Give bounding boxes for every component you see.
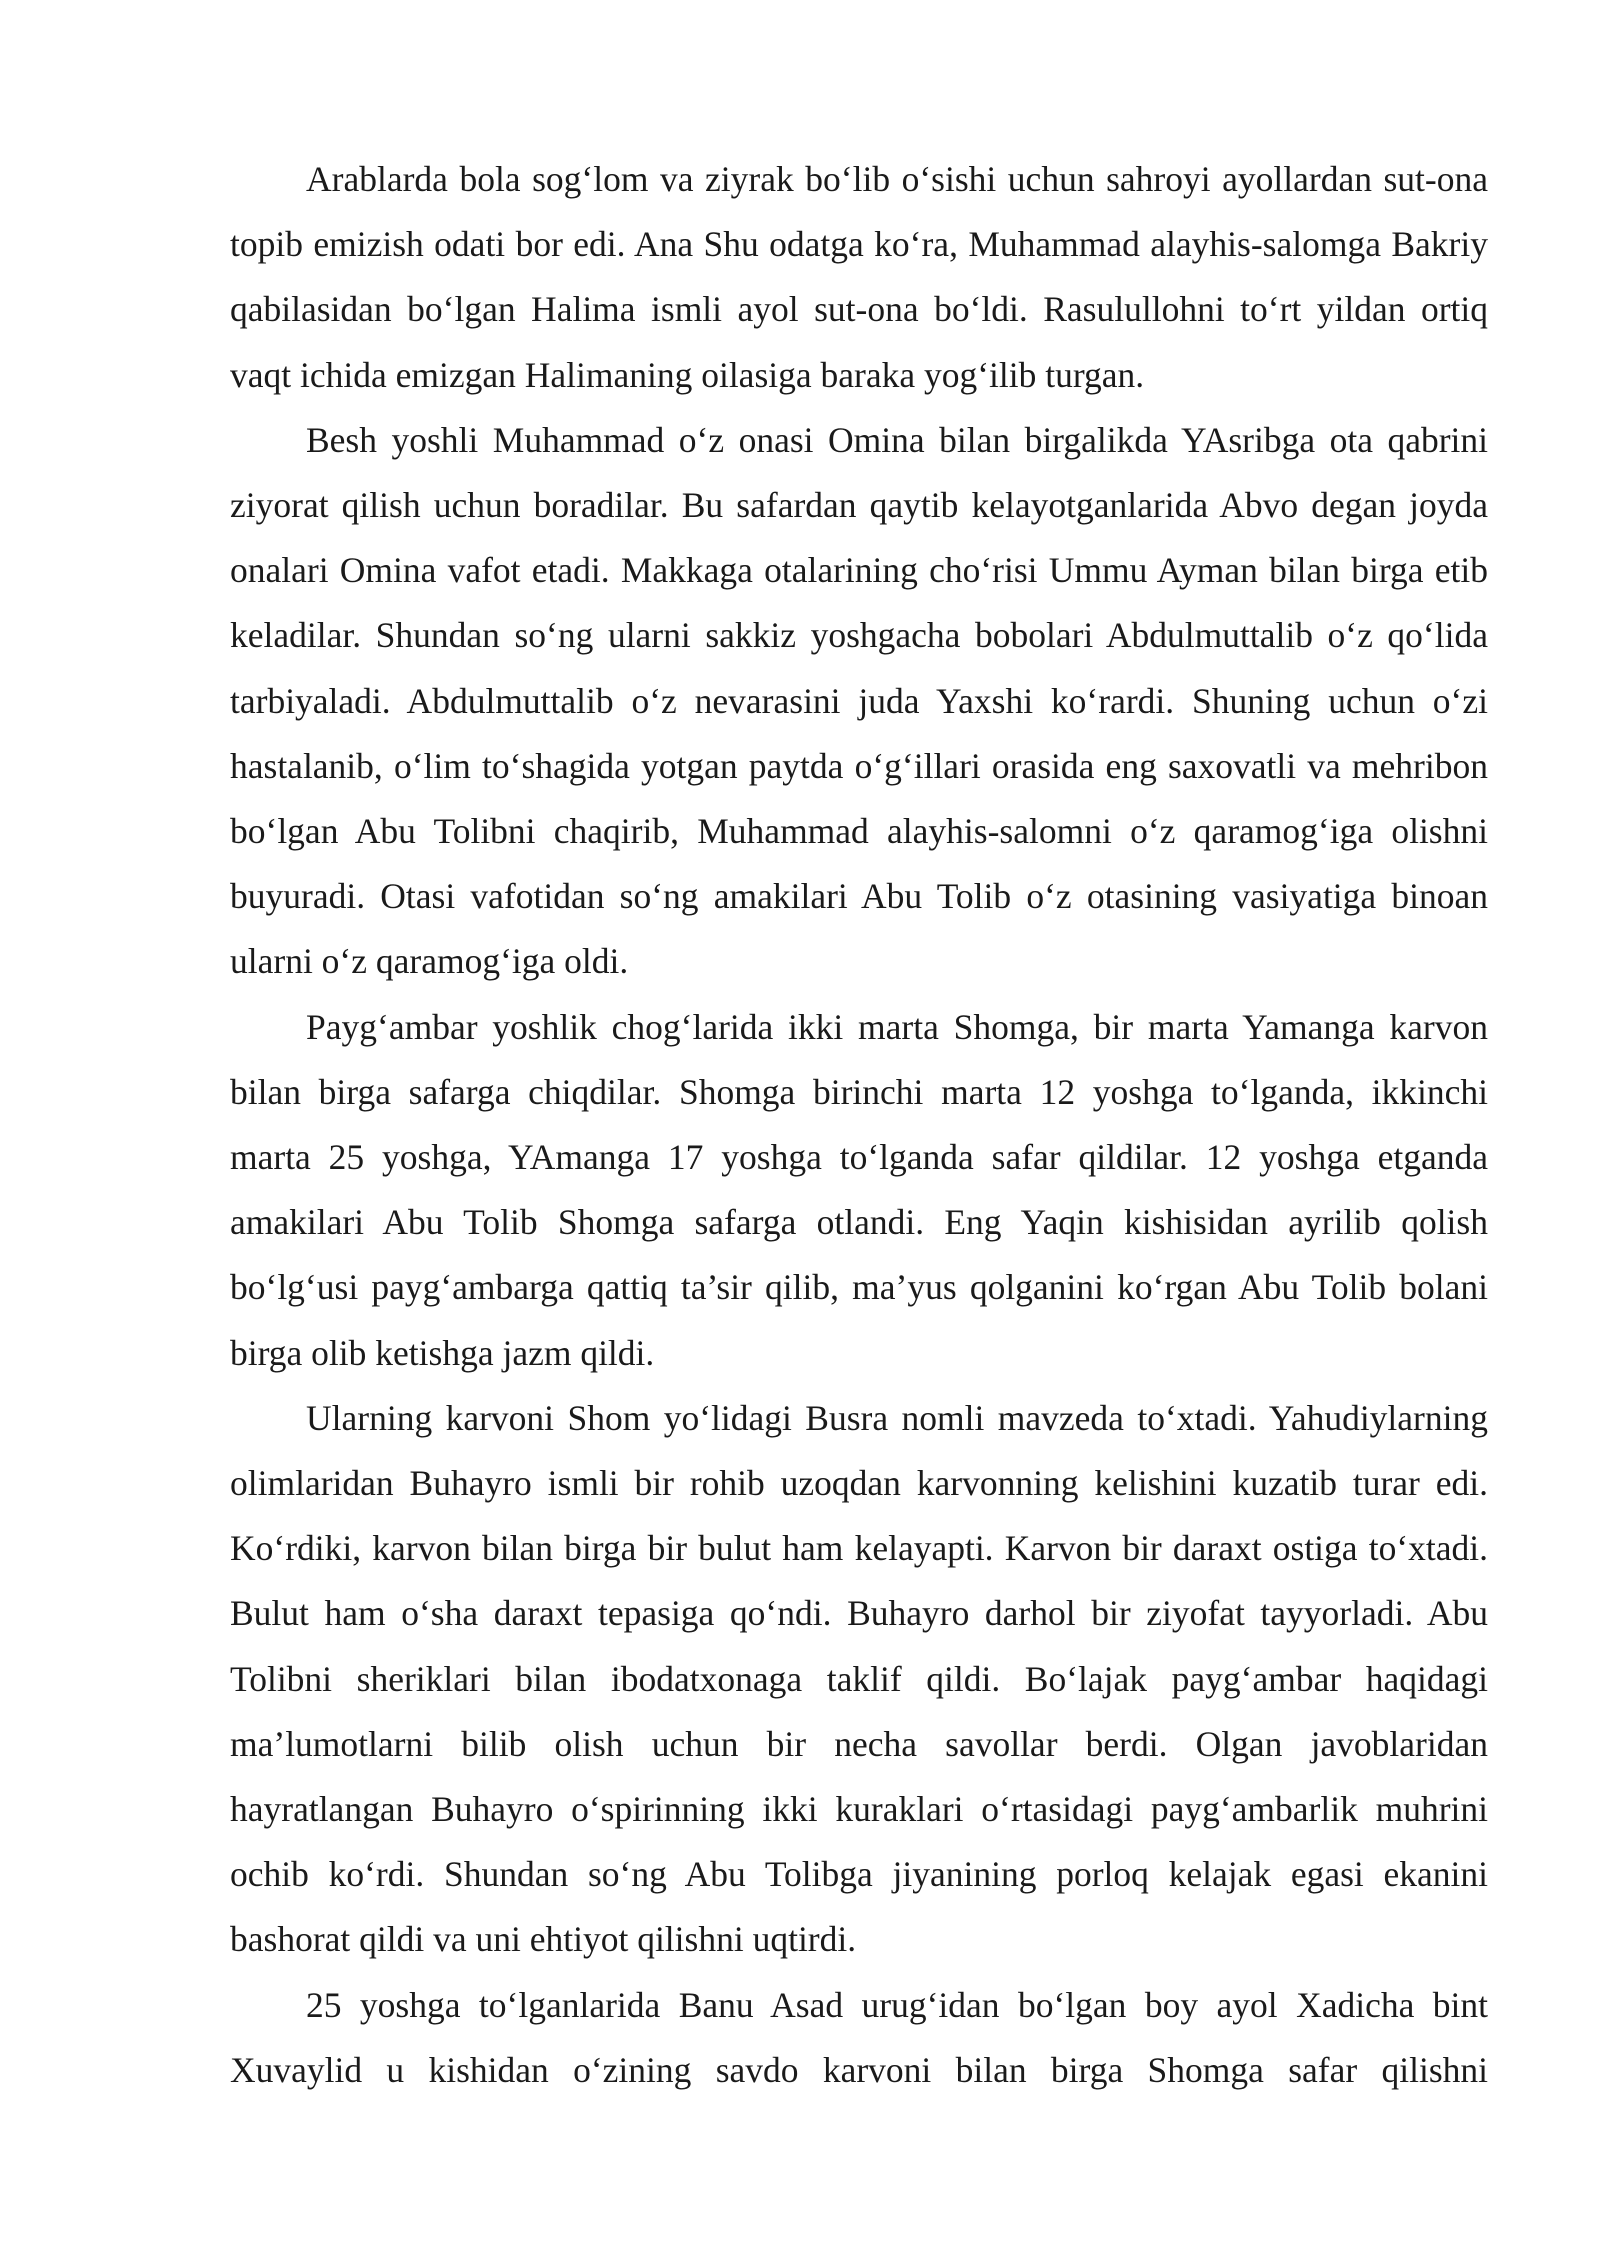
paragraph-4: Ularning karvoni Shom yo‘lidagi Busra nomli mavzeda to‘xtadi. Yahudiylarning olimlaridan Buhayro ismli bir rohib uzoqdan karvonning kelishini kuzatib turar edi. Ko‘rdiki, karvon bilan birga bir bulut ham kelayapti. Karvon bir daraxt ostiga to‘xtadi. Bulut ham o‘sha daraxt tepasiga qo‘ndi. Buhayro darhol bir ziyofat tayyorladi. Abu Tolibni sheriklari bilan ibodatxonaga taklif qildi. Bo‘lajak payg‘ambar haqidagi ma’lumotlarni bilib olish uchun bir necha savollar berdi. Olgan javoblaridan hayratlangan Buhayro o‘spirinning ikki kuraklari o‘rtasidagi payg‘ambarlik muhrini ochib ko‘rdi. Shundan so‘ng Abu Tolibga jiyanining porloq kelajak egasi ekanini bashorat qildi va uni ehtiyot qilishni uqtirdi. — [230, 1397, 1488, 1960]
paragraph-5: 25 yoshga to‘lganlarida Banu Asad urug‘idan bo‘lgan boy ayol Xadicha bint Xuvaylid u kishidan o‘zining savdo karvoni bilan birga Shomga safar qilishni — [230, 1984, 1488, 2090]
paragraph-2: Besh yoshli Muhammad o‘z onasi Omina bilan birgalikda YAsribga ota qabrini ziyorat qilish uchun boradilar. Bu safardan qaytib kelayotganlarida Abvo degan joyda onalari Omina vafot etadi. Makkaga otalarining cho‘risi Ummu Ayman bilan birga etib keladilar. Shundan so‘ng ularni sakkiz yoshgacha bobolari Abdulmuttalib o‘z qo‘lida tarbiyaladi. Abdulmuttalib o‘z nevarasini juda Yaxshi ko‘rardi. Shuning uchun o‘zi hastalanib, o‘lim to‘shagida yotgan paytda o‘g‘illari orasida eng saxovatli va mehribon bo‘lgan Abu Tolibni chaqirib, Muhammad alayhis-salomni o‘z qaramog‘iga olishni buyuradi. Otasi vafotidan so‘ng amakilari Abu Tolib o‘z otasining vasiyatiga binoan ularni o‘z qaramog‘iga oldi. — [230, 419, 1488, 982]
paragraph-3: Payg‘ambar yoshlik chog‘larida ikki marta Shomga, bir marta Yamanga karvon bilan birga safarga chiqdilar. Shomga birinchi marta 12 yoshga to‘lganda, ikkinchi marta 25 yoshga, YAmanga 17 yoshga to‘lganda safar qildilar. 12 yoshga etganda amakilari Abu Tolib Shomga safarga otlandi. Eng Yaqin kishisidan ayrilib qolish bo‘lg‘usi payg‘ambarga qattiq ta’sir qilib, ma’yus qolganini ko‘rgan Abu Tolib bolani birga olib ketishga jazm qildi. — [230, 1006, 1488, 1373]
body-text — [230, 147, 1488, 2103]
paragraph-1: Arablarda bola sog‘lom va ziyrak bo‘lib o‘sishi uchun sahroyi ayollardan sut-ona topib emizish odati bor edi. Ana Shu odatga ko‘ra, Muhammad alayhis-salomga Bakriy qabilasidan bo‘lgan Halima ismli ayol sut-ona bo‘ldi. Rasulullohni to‘rt yildan ortiq vaqt ichida emizgan Halimaning oilasiga baraka yog‘ilib turgan. — [230, 159, 1488, 395]
